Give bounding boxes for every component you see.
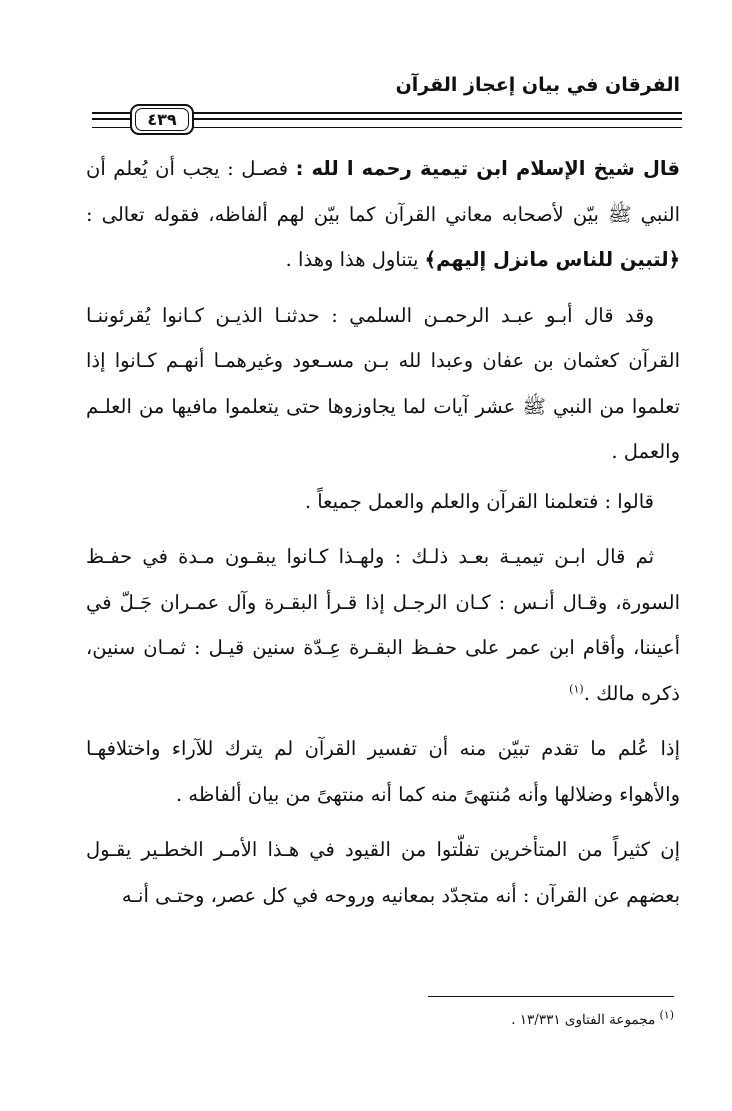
footnote-marker: (١) — [659, 1008, 674, 1022]
paragraph-1-text-a: فصـل : يجب أن يُعلم أن النبي ﷺ بيّن لأصحابه معاني القرآن كما بيّن لهم ألفاظه، فقوله تعالى : — [86, 157, 680, 226]
paragraph-1 — [86, 146, 680, 283]
paragraph-3: قالوا : فتعلمنا القرآن والعلم والعمل جميعاً . — [304, 489, 654, 513]
page-number-frame — [130, 104, 194, 135]
footnote-separator — [428, 996, 674, 997]
paragraph-5: إذا عُلم ما تقدم تبيّن منه أن تفسير القرآن لم يترك للآراء واختلافهـا والأهواء وضلالها وأنه مُنتهىً منه كما أنه منتهىً من بيان ألفاظه . — [86, 737, 680, 806]
footnote-reference: (١) — [569, 682, 584, 695]
paragraph-4-text: ثم قال ابـن تيميـة بعـد ذلـك : ولهـذا كـانوا يبقـون مـدة في حفـظ السورة، وقـال أنـس : كـان الرجـل إذا قـرأ البقـرة وآل عمـران جَـلّ في أعيننا، وأقام ابن عمر على حفـظ البقـرة عِـدّة سنين قيـل : ثمـان سنين، ذكره مالك . — [86, 545, 680, 705]
footnote — [354, 1008, 674, 1028]
paragraph-2: وقد قال أبـو عبـد الرحمـن السلمي : حدثنـا الذيـن كـانوا يُقرئوننـا القرآن كعثمان بن عفان وعبدا لله بـن مسـعود وغيرهمـا أنهـم كـانوا إذا تعلموا من النبي ﷺ عشر آيات لما يجاوزوها حتى يتعلموا مافيها من العلـم والعمل . — [86, 303, 680, 463]
footnote-text: مجموعة الفتاوى ١٣/٣٣١ . — [511, 1012, 656, 1028]
paragraph-1-text-b: يتناول هذا وهذا . — [285, 248, 425, 271]
paragraph-4 — [86, 534, 680, 716]
page-number: ٤٣٩ — [147, 110, 177, 129]
paragraph-1-bold-intro: قال شيخ الإسلام ابن تيمية رحمه ا لله : — [295, 157, 680, 180]
main-text — [86, 146, 680, 922]
paragraph-6: إن كثيراً من المتأخرين تفلّتوا من القيود في هـذا الأمـر الخطـير يقـول بعضهم عن القرآن : أنه متجدّد بمعانيه وروحه في كل عصر، وحتـى أنـه — [86, 838, 680, 907]
running-title: الفرقان في بيان إعجاز القرآن — [395, 74, 680, 96]
quran-verse: ﴿لتبين للناس مانزل إليهم﴾ — [424, 248, 680, 271]
